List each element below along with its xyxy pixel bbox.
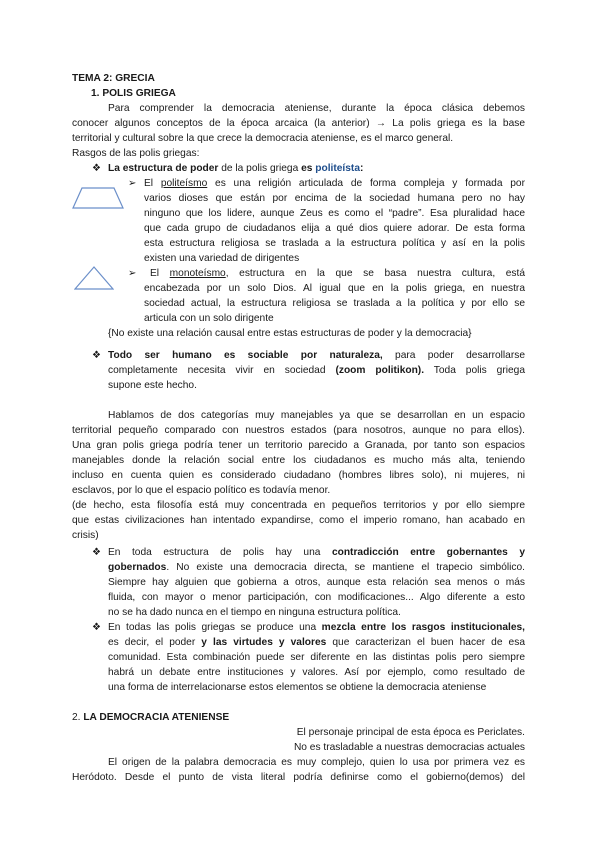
paragraph-line: crisis) <box>72 530 99 541</box>
section-number: 2. <box>72 712 84 723</box>
bold-text: La estructura de poder <box>108 163 219 174</box>
bullet-diamond-icon: ❖ <box>92 350 101 361</box>
sub-item-line <box>150 266 525 281</box>
bullet-line: no se ha dado nunca en el tiempo en ninguna estructura política. <box>108 607 401 618</box>
text: : <box>360 163 364 174</box>
paragraph-line: manejables donde la relación social entre los ciudadanos es mucho más alta, teniendo <box>72 455 525 466</box>
bold-text: Todo ser humano es sociable por naturaleza, <box>108 350 383 361</box>
paragraph-line: territorial pequeño comparado con nuestros estados (para nosotros, aunque no para ellos). <box>72 425 525 436</box>
triangle-icon <box>74 266 114 290</box>
bullet-heading-poder <box>108 161 363 176</box>
bullet-line: habrá un debate entre instituciones y valores. Así por ejemplo, como resultado de <box>108 667 525 678</box>
paragraph-line: Heródoto. Desde el punto de vista literal podría definirse como el gobierno(demos) del <box>72 772 525 783</box>
bold-text: contradicción entre gobernantes y <box>331 547 526 558</box>
text: es decir, el poder <box>108 637 202 648</box>
text: En todas las polis griegas se produce una <box>108 622 322 633</box>
bold-text: y las virtudes y valores <box>201 637 327 648</box>
intro-line: Para comprender la democracia ateniense, durante la época clásica debemos <box>108 103 525 114</box>
text: El <box>144 178 161 189</box>
bullet-diamond-icon: ❖ <box>92 547 101 558</box>
paragraph-line: esclavos, por lo que el espacio político es todavía menor. <box>72 485 331 496</box>
sub-item-line: varios dioses que están por encima de la sociedad humana pero no hay <box>144 193 525 204</box>
text: es una religión articulada de forma compleja y formada por <box>207 178 525 189</box>
bullet-line: Siempre hay alguien que gobierna a otros, aunque esta relación sea menos o más <box>108 577 525 588</box>
text: El <box>150 268 170 279</box>
bullet-diamond-icon: ❖ <box>92 622 101 633</box>
sub-item-line: ninguno que los lidere, aunque Zeus es como el “padre”. Esa pluralidad hace <box>144 208 525 219</box>
sub-item-line: existen una variedad de dirigentes <box>144 253 300 264</box>
sub-item-line: articula con un solo dirigente <box>144 313 274 324</box>
page-title: TEMA 2: GRECIA <box>72 73 155 84</box>
underlined-term: politeísmo <box>160 178 208 189</box>
bullet-line: fluida, con mayor o menor participación, con modificaciones... Algo diferente a esto <box>108 592 525 603</box>
sub-item-line: esta estructura religiosa se traslada a la estructura política y así en la polis <box>144 238 525 249</box>
paragraph-line: que estas civilizaciones han intentado expandirse, como el imperio romano, han acabado en <box>72 515 525 526</box>
bullet-line <box>108 348 525 363</box>
bullet-line <box>108 560 525 575</box>
bullet-line <box>108 363 525 378</box>
sub-item-line: encabezada por un solo Dios. Al igual que en la polis griega, en nuestra <box>144 283 525 294</box>
text: de la polis griega <box>218 163 302 174</box>
text: , estructura en la que se basa nuestra cultura, está <box>225 268 526 279</box>
section-heading-democracia <box>72 710 229 725</box>
note-line: {No existe una relación causal entre estas estructuras de poder y la democracia} <box>108 328 472 339</box>
bullet-line: comunidad. Esta combinación puede ser diferente en las distintas polis pero siempre <box>108 652 525 663</box>
text: . No existe una democracia directa, se mantiene el trapecio simbólico. <box>166 562 525 573</box>
bold-text: (zoom politikon). <box>335 365 425 376</box>
bullet-line: supone este hecho. <box>108 380 197 391</box>
bullet-line: una forma de interrelacionarse estos elementos se obtiene la democracia ateniense <box>108 682 487 693</box>
text: En toda estructura de polis hay una <box>108 547 332 558</box>
paragraph-line: Hablamos de dos categorías muy manejables ya que se desarrollan en un espacio <box>108 410 525 421</box>
text: Toda polis griega <box>424 365 526 376</box>
paragraph-line: (de hecho, esta filosofía está muy concentrada en pequeños territorios y por ello siempre <box>72 500 525 511</box>
bold-text: gobernados <box>108 562 167 573</box>
text: para poder desarrollarse <box>382 350 525 361</box>
bullet-line <box>108 545 525 560</box>
arrow-bullet-icon: ➢ <box>128 268 137 279</box>
intro-line: territorial y cultural sobre la que crece la democracia ateniense, es el marco general. <box>72 133 454 144</box>
section-heading-polis: 1. POLIS GRIEGA <box>91 88 176 99</box>
paragraph-line: El origen de la palabra democracia es muy complejo, quien lo usa por primera vez es <box>108 757 525 768</box>
right-aligned-note: El personaje principal de esta época es Periclates. <box>296 727 525 738</box>
text: completamente necesita vivir en sociedad <box>108 365 336 376</box>
bullet-line <box>108 635 525 650</box>
bold-text: es <box>301 163 313 174</box>
right-aligned-note: No es trasladable a nuestras democracias actuales <box>293 742 525 753</box>
bold-text: mezcla entre los rasgos institucionales, <box>321 622 525 633</box>
sub-item-line: que cada grupo de ciudadanos elija a qué dios quiere adorar. De esta forma <box>144 223 525 234</box>
highlight-text: politeísta <box>312 163 360 174</box>
intro-line: conocer algunos conceptos de la época arcaica (la anterior) → La polis griega es la base <box>72 118 525 129</box>
section-title: LA DEMOCRACIA ATENIENSE <box>83 712 230 723</box>
trapezoid-icon <box>72 187 124 209</box>
text: que caracterizan el buen hacer de esa <box>326 637 525 648</box>
arrow-bullet-icon: ➢ <box>128 178 137 189</box>
sub-item-line: sociedad actual, la estructura religiosa se traslada a la política y por ello se <box>144 298 525 309</box>
bullet-line <box>108 620 525 635</box>
intro-line: Rasgos de las polis griegas: <box>72 148 200 159</box>
sub-item-line <box>144 176 525 191</box>
bullet-diamond-icon: ❖ <box>92 163 101 174</box>
paragraph-line: incluso en cuenta quien es considerado ciudadano (hombres libres solo), ni mujeres, ni <box>72 470 525 481</box>
paragraph-line: Una gran polis griega podría tener un territorio parecido a Granada, por tanto son espacios <box>72 440 525 451</box>
underlined-term: monoteísmo <box>169 268 226 279</box>
